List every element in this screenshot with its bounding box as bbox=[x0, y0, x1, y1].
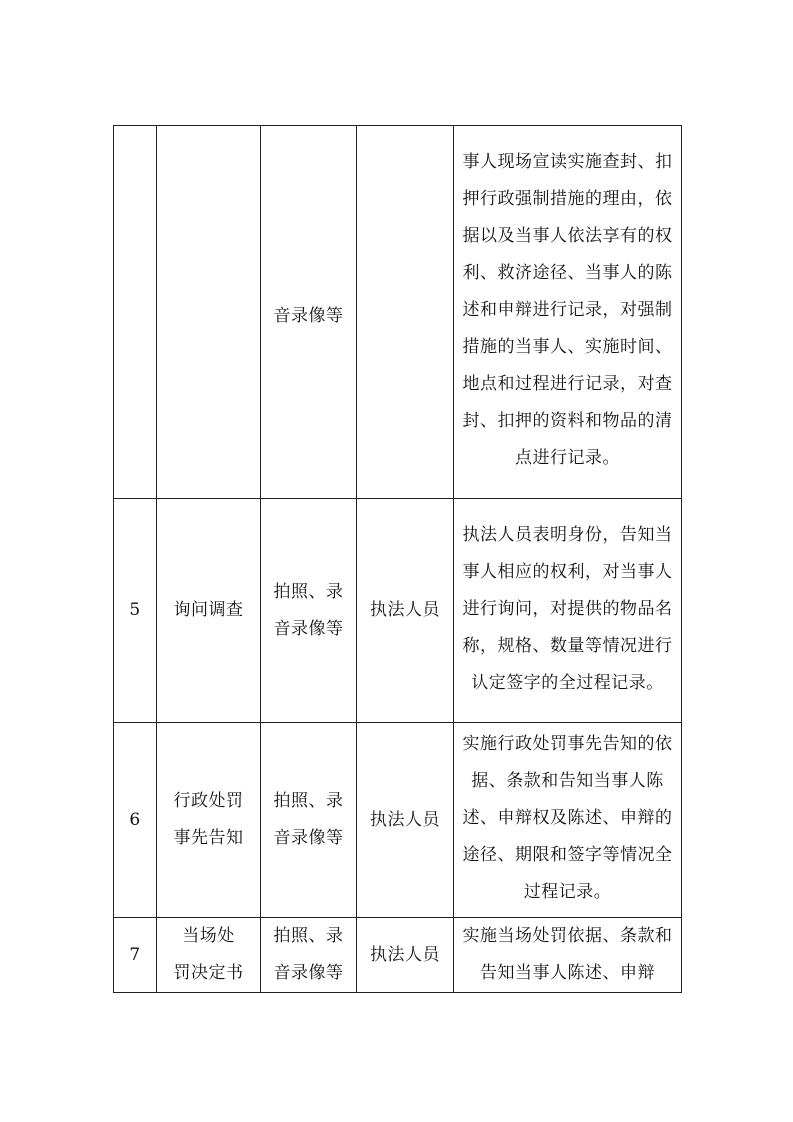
record-content-text: 事人现场宣读实施查封、扣押行政强制措施的理由，依据以及当事人依法享有的权利、救济途径、当事人的陈述和申辩进行记录，对强制措施的当事人、实施时间、地点和过程进行记录，对查封、扣押的资料和物品的清点进行记录。 bbox=[462, 152, 673, 468]
row-number: 6 bbox=[114, 723, 157, 918]
record-content bbox=[454, 918, 682, 993]
record-method bbox=[261, 918, 357, 993]
record-method bbox=[261, 499, 357, 723]
row-number: 7 bbox=[114, 918, 157, 993]
table-row bbox=[114, 126, 682, 499]
record-method-line: 拍照、录 bbox=[273, 581, 344, 602]
actor: 执法人员 bbox=[357, 499, 454, 723]
record-method-line: 拍照、录 bbox=[273, 791, 344, 811]
step-name bbox=[157, 499, 261, 723]
record-method-line: 音录像等 bbox=[273, 305, 344, 326]
row-number: 5 bbox=[114, 499, 157, 723]
record-content-text: 实施行政处罚事先告知的依据、条款和告知当事人陈述、申辩权及陈述、申辩的途径、期限和签字等情况全过程记录。 bbox=[462, 734, 673, 902]
record-content-text: 执法人员表明身份，告知当事人相应的权利，对当事人进行询问，对提供的物品名称，规格、数量等情况进行认定签字的全过程记录。 bbox=[462, 524, 673, 693]
actor: 执法人员 bbox=[357, 918, 454, 993]
step-name bbox=[157, 126, 261, 499]
step-name-line: 事先告知 bbox=[173, 828, 244, 848]
step-name-line: 当场处 bbox=[182, 926, 235, 946]
record-content bbox=[454, 126, 682, 499]
table-row bbox=[114, 499, 682, 723]
record-method bbox=[261, 723, 357, 918]
step-name-line: 罚决定书 bbox=[173, 963, 244, 983]
record-method-line: 音录像等 bbox=[273, 963, 344, 983]
actor bbox=[357, 126, 454, 499]
record-content bbox=[454, 723, 682, 918]
step-name bbox=[157, 918, 261, 993]
table-row bbox=[114, 723, 682, 918]
step-name bbox=[157, 723, 261, 918]
step-name-line: 行政处罚 bbox=[173, 791, 244, 811]
record-method-line: 音录像等 bbox=[273, 618, 344, 639]
record-content-text: 实施当场处罚依据、条款和告知当事人陈述、申辩 bbox=[462, 926, 673, 983]
actor: 执法人员 bbox=[357, 723, 454, 918]
step-name-line: 询问调查 bbox=[173, 600, 244, 620]
record-method-line: 音录像等 bbox=[273, 828, 344, 848]
record-method-line: 拍照、录 bbox=[273, 926, 344, 946]
record-content bbox=[454, 499, 682, 723]
table-row bbox=[114, 918, 682, 993]
records-table bbox=[113, 125, 682, 993]
record-method bbox=[261, 126, 357, 499]
row-number bbox=[114, 126, 157, 499]
